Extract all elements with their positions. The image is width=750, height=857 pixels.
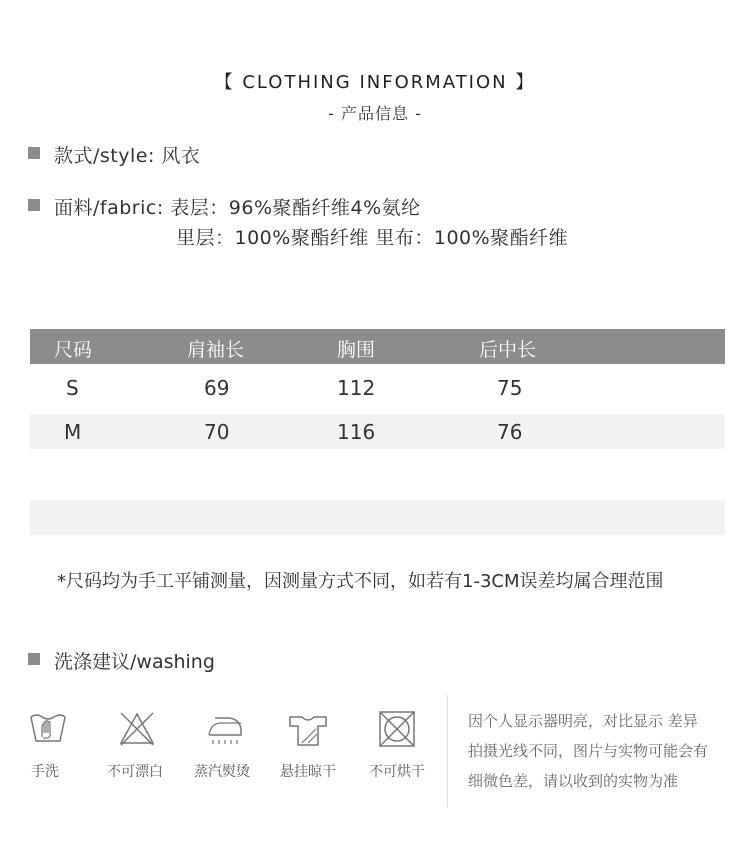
icon-label: 蒸汽熨烫 (194, 764, 250, 780)
hang-dry-icon (288, 709, 328, 749)
icon-label: 悬挂晾干 (280, 764, 336, 780)
fabric-spec-line2: 里层：100%聚酯纤维 里布：100%聚酯纤维 (176, 227, 569, 249)
fabric-spec: 面料/fabric: 表层：96%聚酯纤维4%氨纶 (54, 197, 421, 219)
table-cell: 75 (497, 376, 523, 400)
page-subtitle: - 产品信息 - (328, 104, 422, 123)
table-cell: 76 (497, 420, 523, 444)
no-bleach-icon (117, 709, 157, 749)
divider (447, 695, 448, 807)
icon-label: 不可烘干 (369, 764, 425, 780)
bullet-marker (28, 653, 40, 665)
table-cell: 112 (337, 376, 376, 400)
icon-label: 不可漂白 (107, 764, 163, 780)
table-header-size: 尺码 (54, 339, 93, 361)
bullet-marker (28, 147, 40, 159)
table-header-chest: 胸围 (337, 339, 376, 361)
icon-label: 手洗 (31, 764, 59, 780)
table-cell: 70 (204, 420, 230, 444)
disclaimer-line: 细微色差，请以收到的实物为准 (468, 772, 679, 790)
steam-iron-icon (205, 709, 245, 749)
hand-wash-icon (28, 709, 68, 749)
washing-title: 洗涤建议/washing (54, 651, 215, 673)
style-spec: 款式/style: 风衣 (54, 145, 201, 167)
table-cell: S (66, 376, 79, 400)
disclaimer-line: 拍摄光线不同，图片与实物可能会有 (468, 742, 709, 760)
table-row (30, 414, 725, 449)
no-tumble-dry-icon (377, 709, 417, 749)
table-cell: M (64, 420, 82, 444)
disclaimer-line: 因个人显示器明亮，对比显示 差异 (468, 712, 698, 730)
table-header-sleeve: 肩袖长 (187, 339, 245, 361)
size-table-header (30, 329, 725, 364)
table-header-length: 后中长 (479, 339, 537, 361)
measurement-note: *尺码均为手工平铺测量，因测量方式不同，如若有1-3CM误差均属合理范围 (57, 571, 664, 592)
page-title: 【 CLOTHING INFORMATION 】 (214, 72, 536, 93)
table-cell: 116 (337, 420, 376, 444)
table-row (30, 500, 725, 535)
table-cell: 69 (204, 376, 230, 400)
bullet-marker (28, 199, 40, 211)
